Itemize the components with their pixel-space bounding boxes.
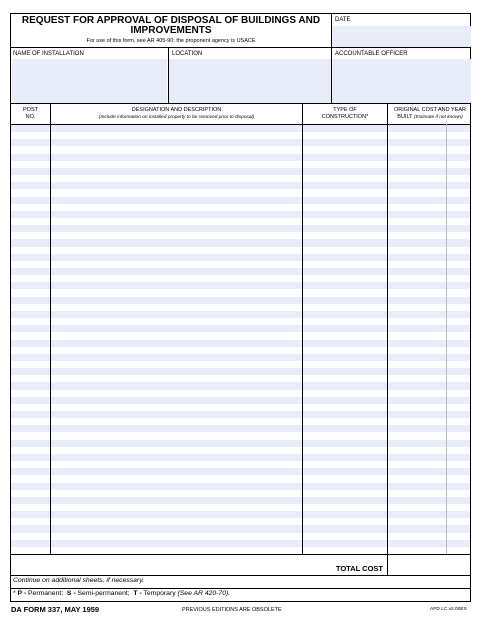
table-row[interactable] xyxy=(11,504,470,511)
table-row[interactable] xyxy=(11,218,470,225)
date-label: DATE xyxy=(335,17,351,23)
installation-field[interactable] xyxy=(12,59,167,103)
table-row[interactable] xyxy=(11,525,470,532)
continue-note: Continue on additional sheets, if necessary. xyxy=(13,577,144,584)
table-row[interactable] xyxy=(11,189,470,196)
location-field[interactable] xyxy=(169,59,331,103)
table-row[interactable] xyxy=(11,454,470,461)
table-row[interactable] xyxy=(11,347,470,354)
form-title: REQUEST FOR APPROVAL OF DISPOSAL OF BUILDINGS AND IMPROVEMENTS xyxy=(21,15,321,36)
table-row[interactable] xyxy=(11,368,470,375)
table-row[interactable] xyxy=(11,447,470,454)
table-row[interactable] xyxy=(11,325,470,332)
location-label: LOCATION xyxy=(172,51,203,57)
accountable-officer-label: ACCOUNTABLE OFFICER xyxy=(335,51,408,57)
form-subtitle: For use of this form, see AR 405-90; the proponent agency is USACE xyxy=(86,38,256,44)
table-row[interactable] xyxy=(11,440,470,447)
table-row[interactable] xyxy=(11,533,470,540)
table-row[interactable] xyxy=(11,340,470,347)
accountable-officer-field[interactable] xyxy=(332,59,471,103)
table-row[interactable] xyxy=(11,268,470,275)
table-row[interactable] xyxy=(11,411,470,418)
table-row[interactable] xyxy=(11,211,470,218)
table-row[interactable] xyxy=(11,168,470,175)
table-row[interactable] xyxy=(11,304,470,311)
table-row[interactable] xyxy=(11,354,470,361)
table-row[interactable] xyxy=(11,432,470,439)
total-cost-field[interactable] xyxy=(388,555,470,575)
table-row[interactable] xyxy=(11,204,470,211)
table-row[interactable] xyxy=(11,197,470,204)
table-row[interactable] xyxy=(11,361,470,368)
designation-header: DESIGNATION AND DESCRIPTION (Include information on installed property to be removed prior to disposal) xyxy=(98,107,255,120)
installation-label: NAME OF INSTALLATION xyxy=(13,51,84,57)
table-row[interactable] xyxy=(11,468,470,475)
table-row[interactable] xyxy=(11,139,470,146)
table-row[interactable] xyxy=(11,390,470,397)
table-row[interactable] xyxy=(11,146,470,153)
table-row[interactable] xyxy=(11,232,470,239)
disposal-items-table xyxy=(11,125,470,554)
table-row[interactable] xyxy=(11,483,470,490)
table-row[interactable] xyxy=(11,175,470,182)
table-row[interactable] xyxy=(11,282,470,289)
table-row[interactable] xyxy=(11,332,470,339)
table-row[interactable] xyxy=(11,225,470,232)
table-row[interactable] xyxy=(11,247,470,254)
original-cost-header: ORIGINAL COST AND YEAR BUILT (Estimate if not known) xyxy=(393,107,467,120)
table-row[interactable] xyxy=(11,182,470,189)
table-row[interactable] xyxy=(11,397,470,404)
disposal-request-form xyxy=(10,13,471,602)
table-row[interactable] xyxy=(11,461,470,468)
table-row[interactable] xyxy=(11,518,470,525)
version-label: APD LC v2.00ES xyxy=(430,607,467,612)
table-row[interactable] xyxy=(11,154,470,161)
obsolete-notice: PREVIOUS EDITIONS ARE OBSOLETE xyxy=(182,607,282,613)
table-row[interactable] xyxy=(11,311,470,318)
table-row[interactable] xyxy=(11,275,470,282)
total-cost-label: TOTAL COST xyxy=(335,564,383,573)
table-row[interactable] xyxy=(11,547,470,554)
table-row[interactable] xyxy=(11,490,470,497)
date-field[interactable] xyxy=(332,26,471,47)
table-row[interactable] xyxy=(11,375,470,382)
table-row[interactable] xyxy=(11,289,470,296)
table-row[interactable] xyxy=(11,404,470,411)
post-no-header: POST NO. xyxy=(23,107,38,120)
table-row[interactable] xyxy=(11,382,470,389)
table-row[interactable] xyxy=(11,254,470,261)
table-row[interactable] xyxy=(11,297,470,304)
table-row[interactable] xyxy=(11,511,470,518)
table-row[interactable] xyxy=(11,132,470,139)
table-row[interactable] xyxy=(11,161,470,168)
table-row[interactable] xyxy=(11,540,470,547)
table-row[interactable] xyxy=(11,125,470,132)
table-row[interactable] xyxy=(11,475,470,482)
table-row[interactable] xyxy=(11,497,470,504)
table-row[interactable] xyxy=(11,239,470,246)
table-row[interactable] xyxy=(11,318,470,325)
table-row[interactable] xyxy=(11,418,470,425)
construction-type-header: TYPE OF CONSTRUCTION* xyxy=(321,107,369,120)
table-row[interactable] xyxy=(11,261,470,268)
table-row[interactable] xyxy=(11,425,470,432)
construction-type-legend: * P - Permanent; S - Semi-permanent; T - Temporary (See AR 420-70). xyxy=(13,590,231,597)
form-id: DA FORM 337, MAY 1959 xyxy=(11,605,100,614)
